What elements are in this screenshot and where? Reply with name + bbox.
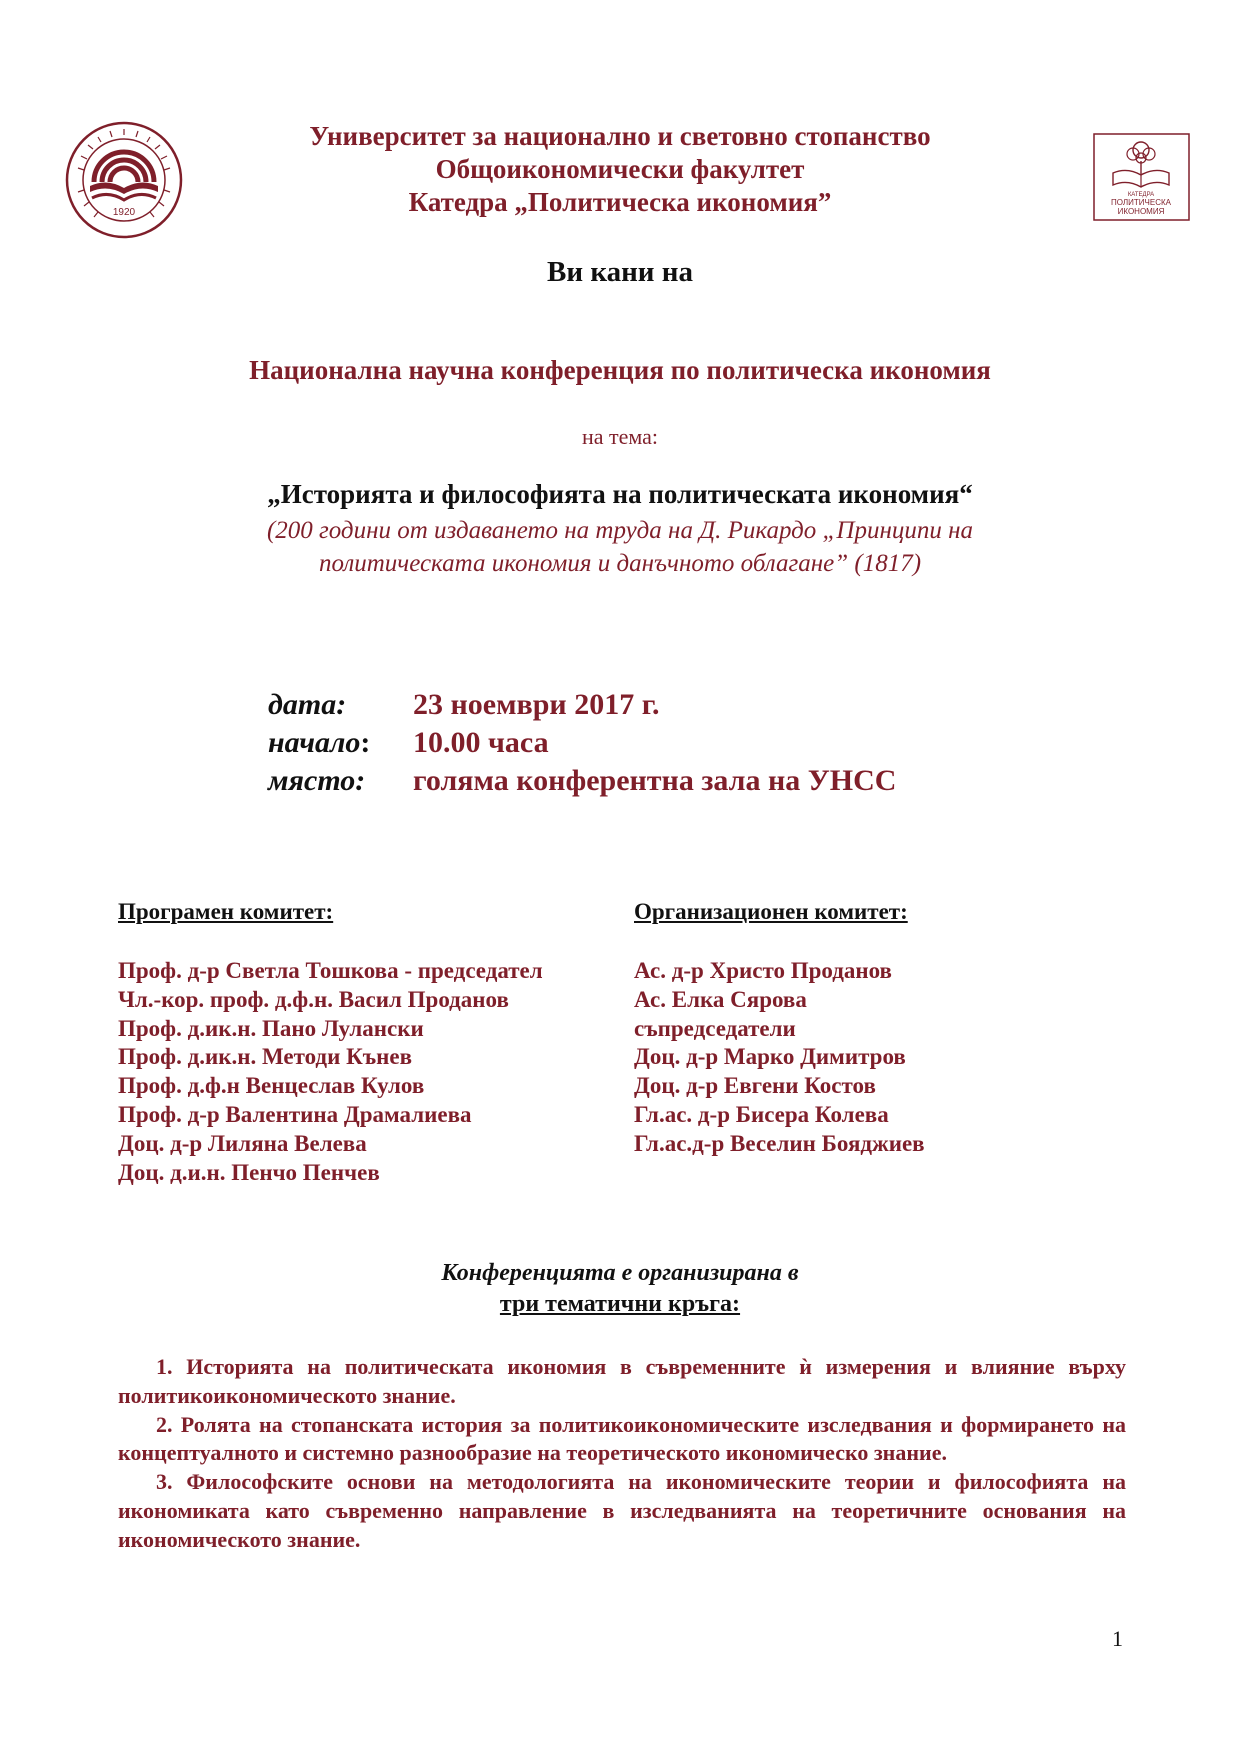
- invite-heading: Ви кани на: [547, 256, 693, 288]
- list-item: съпредседатели: [634, 1015, 796, 1041]
- subtitle-line-2: политическата икономия и данъчното облагане” (1817): [318, 550, 922, 577]
- topic-title: „Историята и философията на политическата икономия“: [267, 479, 973, 509]
- organizing-committee-list: [634, 957, 925, 1159]
- start-label: [268, 726, 370, 760]
- start-label-text: начало: [268, 726, 361, 759]
- faculty-name: Общоикономически факултет: [435, 154, 805, 184]
- date-value: 23 ноември 2017 г.: [413, 688, 660, 721]
- place-value: голяма конферентна зала на УНСС: [413, 764, 897, 797]
- start-label-colon: :: [360, 726, 371, 759]
- list-item: Проф. д-р Светла Тошкова - председател: [118, 958, 543, 983]
- list-item: Чл.-кор. проф. д.ф.н. Васил Проданов: [118, 986, 509, 1012]
- topic-item: 2. Ролята на стопанската история за политикоикономическите изследвания и формирането на концептуалното и системно разнообразие на теоретическото икономическо знание.: [118, 1411, 1126, 1466]
- seal-year: 1920: [112, 207, 136, 218]
- logo-text-line1: КАТЕДРА: [1127, 192, 1155, 198]
- department-name: Катедра „Политическа икономия”: [408, 187, 832, 217]
- list-item: Доц. д-р Марко Димитров: [634, 1044, 906, 1070]
- topic-list: [118, 1353, 1126, 1555]
- logo-text-line3: ИКОНОМИЯ: [1117, 207, 1165, 216]
- conference-title: Национална научна конференция по политическа икономия: [249, 355, 991, 385]
- place-label: място:: [268, 764, 366, 797]
- organization-note-emphasis: три тематични кръга:: [499, 1291, 741, 1317]
- list-item: Ас. д-р Христо Проданов: [634, 958, 892, 983]
- topic-label: на тема:: [581, 424, 659, 449]
- program-committee-title: Програмен комитет:: [118, 899, 334, 924]
- list-item: Доц. д.и.н. Пенчо Пенчев: [118, 1159, 380, 1185]
- topic-item: 3. Философските основи на методологията на икономическите теории и философията на икономиката като съвременно направление в изследванията на теоретичните основания на икономическото знание.: [118, 1469, 1126, 1552]
- date-label: дата:: [268, 688, 347, 721]
- list-item: Проф. д.ик.н. Методи Кънев: [118, 1044, 413, 1070]
- list-item: Доц. д-р Лиляна Велева: [118, 1130, 367, 1156]
- list-item: Проф. д.ик.н. Пано Лулански: [118, 1015, 424, 1041]
- page-number: 1: [1112, 1626, 1123, 1651]
- start-value: 10.00 часа: [413, 726, 549, 759]
- subtitle-line-1: (200 години от издаването на труда на Д. Рикардо „Принципи на: [266, 517, 974, 544]
- list-item: Доц. д-р Евгени Костов: [634, 1073, 876, 1099]
- program-committee-list: [118, 957, 543, 1187]
- organizing-committee-title: Организационен комитет:: [634, 899, 908, 924]
- list-item: Гл.ас. д-р Бисера Колева: [634, 1101, 889, 1127]
- organization-note: Конференцията е организирана в: [441, 1260, 799, 1286]
- list-item: Проф. д.ф.н Венцеслав Кулов: [118, 1073, 425, 1099]
- list-item: Гл.ас.д-р Веселин Бояджиев: [634, 1130, 925, 1156]
- list-item: Ас. Елка Сярова: [634, 986, 807, 1012]
- topic-item: 1. Историята на политическата икономия в съвременните ѝ измерения и влияние върху политикоикономическото знание.: [118, 1354, 1126, 1408]
- university-name: Университет за национално и световно стопанство: [309, 121, 931, 151]
- logo-text-line2: ПОЛИТИЧЕСКА: [1111, 198, 1171, 207]
- list-item: Проф. д-р Валентина Драмалиева: [118, 1101, 472, 1127]
